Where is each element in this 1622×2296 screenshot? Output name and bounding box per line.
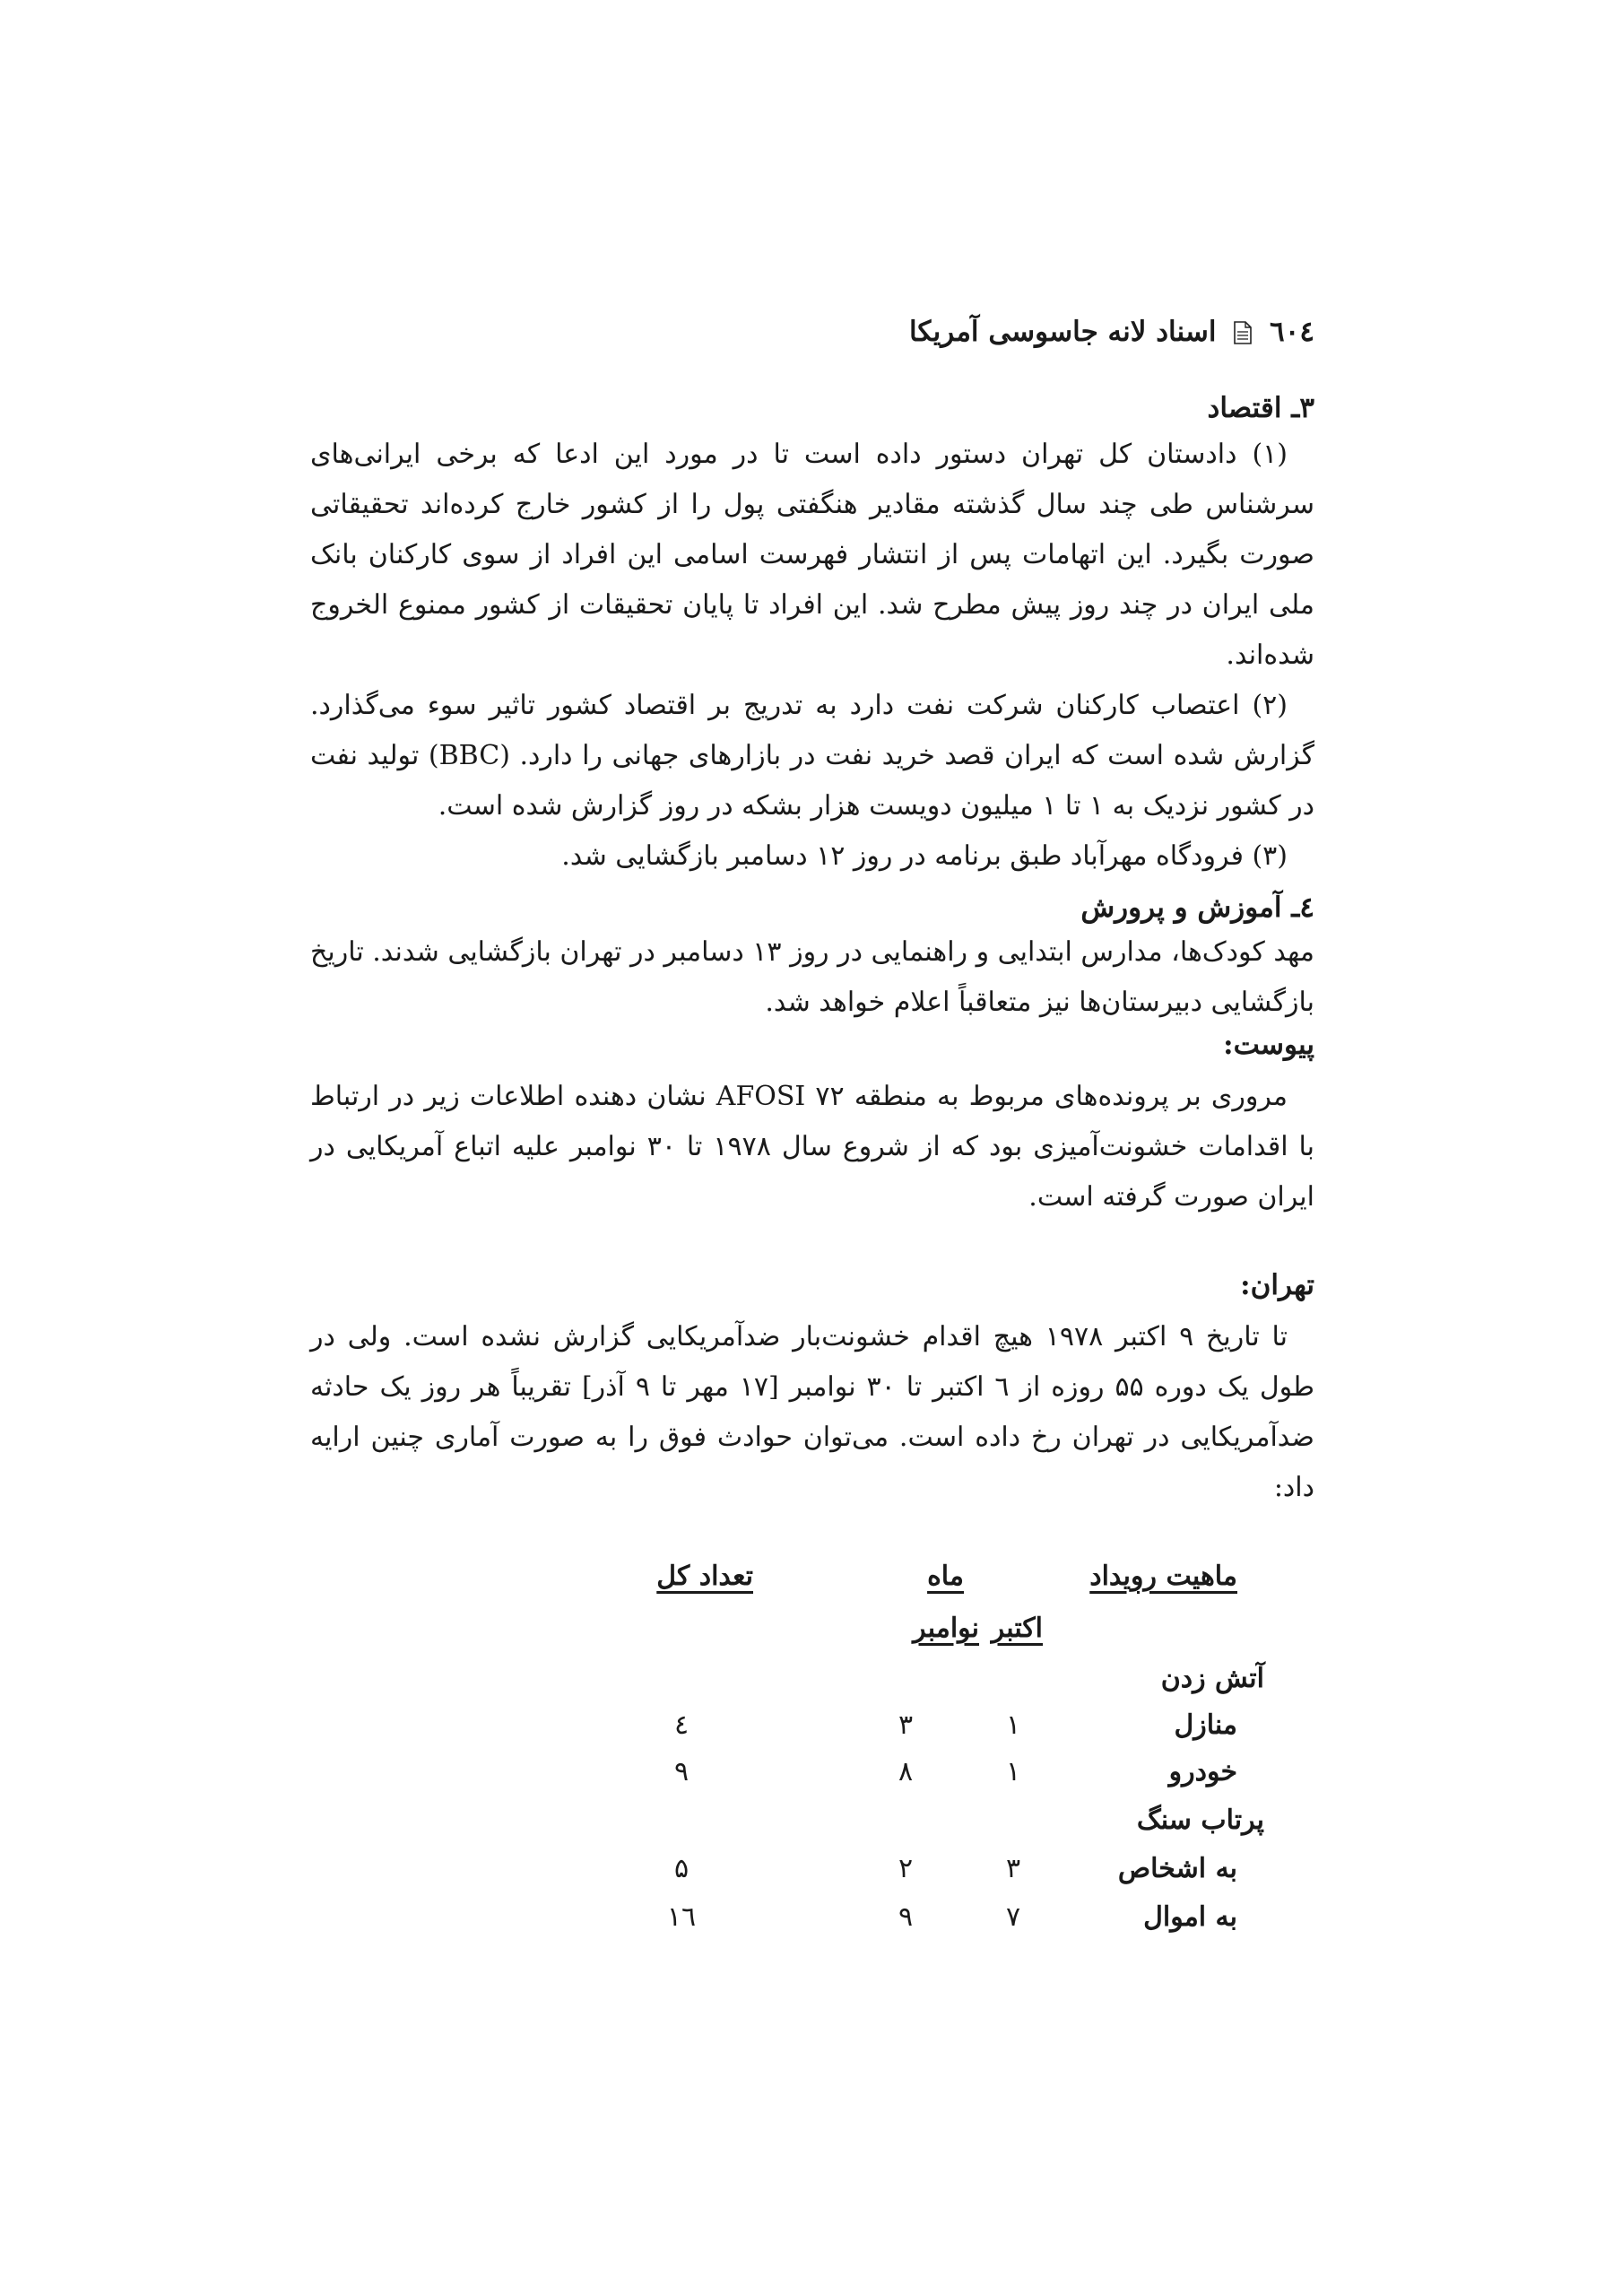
running-header <box>310 316 1314 348</box>
paragraph-education: مهد کودک‌ها، مدارس ابتدایی و راهنمایی در روز ۱۳ دسامبر در تهران بازگشایی شدند. تاریخ بازگشایی دبیرستان‌ها نیز متعاقباً اعلام خواهد شد. <box>310 936 1314 1018</box>
cell-november: ۹ <box>898 1901 914 1933</box>
cell-october: ۳ <box>1005 1853 1021 1884</box>
incident-table <box>538 1561 1264 1964</box>
section-title-economy: ۳ـ اقتصاد <box>1207 392 1314 424</box>
header-total: تعداد کل <box>656 1561 753 1592</box>
group-label-stone-throwing: پرتاب سنگ <box>1136 1805 1264 1836</box>
cell-total: ۵ <box>673 1853 690 1884</box>
paragraph-economy-3: (۳) فرودگاه مهرآباد طبق برنامه در روز ۱۲ دسامبر بازگشایی شد. <box>561 840 1288 872</box>
cell-november: ۸ <box>898 1756 914 1787</box>
cell-october: ۱ <box>1005 1709 1021 1741</box>
paragraph-appendix: مروری بر پرونده‌های مربوط به منطقه AFOSI ۷۲ نشان دهنده اطلاعات زیر در ارتباط با اقدامات خشونت‌آمیزی بود که از شروع سال ۱۹۷۸ تا ۳۰ نوامبر علیه اتباع آمریکایی در ایران صورت گرفته است. <box>310 1081 1315 1213</box>
row-label-persons: به اشخاص <box>1117 1853 1237 1884</box>
paragraph-economy-2: (۲) اعتصاب کارکنان شرکت نفت دارد به تدریج بر اقتصاد کشور تاثیر سوء می‌گذارد. گزارش شده است که ایران قصد خرید نفت در بازارهای جهانی را دارد. (BBC) تولید نفت در کشور نزدیک به ۱ تا ۱ میلیون دویست هزار بشکه در روز گزارش شده است. <box>310 690 1314 822</box>
header-october: اکتبر <box>991 1613 1043 1644</box>
section-tehran <box>310 1269 1314 1513</box>
row-label-cars: خودرو <box>1168 1756 1237 1787</box>
section-title-education: ٤ـ آموزش و پرورش <box>1080 891 1314 924</box>
document-icon <box>1233 321 1253 344</box>
section-title-tehran: تهران: <box>1240 1269 1314 1301</box>
header-month: ماه <box>927 1561 964 1592</box>
paragraph-economy-1: (۱) دادستان کل تهران دستور داده است تا در مورد این ادعا که برخی ایرانی‌های سرشناس طی چند سال گذشته مقادیر هنگفتی پول را از کشور خارج کرده‌اند تحقیقاتی صورت بگیرد. این اتهامات پس از انتشار فهرست اسامی این افراد از سوی کارکنان بانک ملی ایران در چند روز پیش مطرح شد. این افراد تا پایان تحقیقات از کشور ممنوع الخروج شده‌اند. <box>310 439 1314 671</box>
cell-november: ۳ <box>898 1709 914 1741</box>
section-economy <box>310 392 1314 1028</box>
section-title-appendix: پیوست: <box>1223 1029 1314 1061</box>
cell-november: ۲ <box>898 1853 914 1884</box>
paragraph-tehran: تا تاریخ ۹ اکتبر ۱۹۷۸ هیچ اقدام خشونت‌بار ضدآمریکایی گزارش نشده است. ولی در طول یک دوره ۵۵ روزه از ٦ اکتبر تا ۳۰ نوامبر [۱۷ مهر تا ۹ آذر] تقریباً هر روز یک حادثه ضدآمریکایی در تهران رخ داده است. می‌توان حوادث فوق را به صورت آماری چنین ارایه داد: <box>310 1321 1314 1503</box>
row-label-property: به اموال <box>1143 1901 1237 1933</box>
book-title: اسناد لانه جاسوسی آمریکا <box>909 316 1217 348</box>
cell-total: ۹ <box>673 1756 690 1787</box>
group-label-arson: آتش زدن <box>1160 1663 1264 1694</box>
header-event-type: ماهیت رویداد <box>1089 1561 1237 1592</box>
cell-total: ٤ <box>673 1709 690 1741</box>
cell-total: ۱٦ <box>666 1901 697 1933</box>
row-label-homes: منازل <box>1174 1709 1237 1741</box>
cell-october: ۱ <box>1005 1756 1021 1787</box>
cell-october: ۷ <box>1005 1901 1021 1933</box>
page-number: ٦٠٤ <box>1270 316 1314 348</box>
header-november: نوامبر <box>913 1613 979 1644</box>
section-appendix <box>310 1031 1314 1222</box>
